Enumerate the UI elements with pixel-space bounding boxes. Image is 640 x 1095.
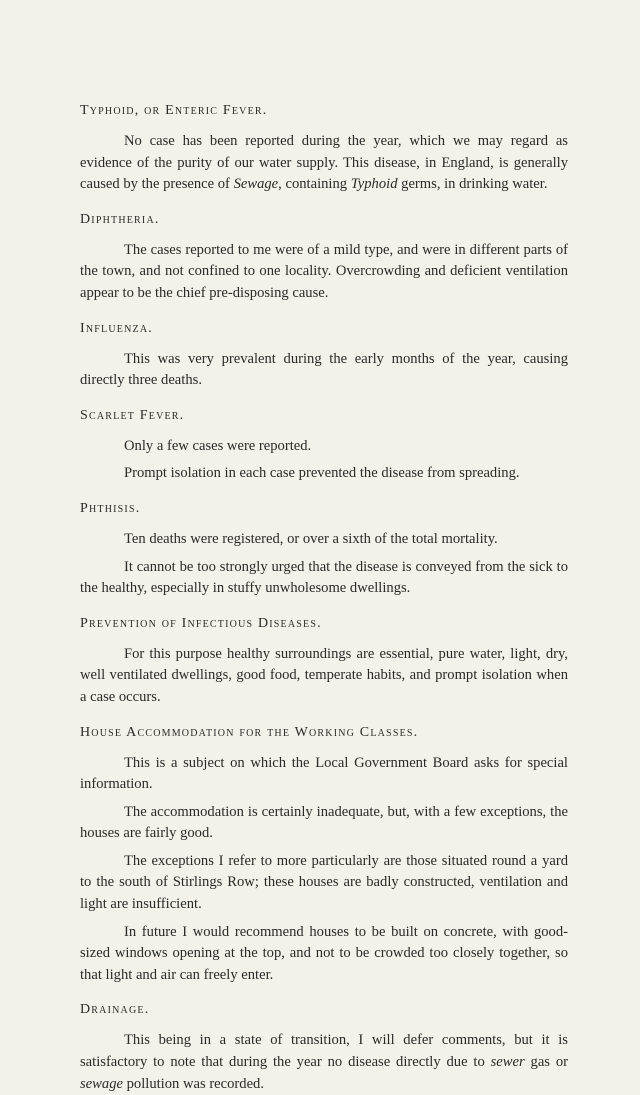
paragraph: For this purpose healthy surroundings are essential, pure water, light, dry, well ventilated dwellings, good food, temperate habits, and prompt isolation when a case occurs. [80, 645, 568, 705]
paragraph: Prompt isolation in each case prevented the disease from spreading. [124, 465, 520, 482]
section-diphtheria [80, 211, 568, 305]
paragraph: This is a subject on which the Local Government Board asks for special information. [80, 754, 568, 793]
section-heading: Scarlet Fever. [80, 407, 185, 423]
paragraph: This was very prevalent during the early months of the year, causing directly three deaths. [80, 350, 568, 389]
section-phthisis [80, 500, 568, 600]
paragraph: This being in a state of transition, I will defer comments, but it is satisfactory to note that during the year no disease directly due to sewer gas or sewage pollution was recorded. [80, 1032, 568, 1092]
italic-term: sewer [490, 1054, 525, 1071]
paragraph: The accommodation is certainly inadequate, but, with a few exceptions, the houses are fairly good. [80, 803, 568, 842]
section-spacer [80, 392, 568, 407]
paragraph: The exceptions I refer to more particularly are those situated round a yard to the south of Stirlings Row; these houses are badly constructed, ventilation and light are insufficient. [80, 852, 568, 913]
italic-term: Sewage [233, 176, 279, 193]
paragraph: In future I would recommend houses to be built on concrete, with good-sized windows opening at the top, and not to be crowded too closely together, so that light and air can freely enter. [80, 923, 568, 983]
section-heading: Drainage. [80, 1002, 150, 1018]
section-spacer [80, 305, 568, 320]
paragraph: Ten deaths were registered, or over a sixth of the total mortality. [124, 530, 498, 547]
paragraph: The cases reported to me were of a mild type, and were in different parts of the town, and not confined to one locality. Overcrowding and deficient ventilation appear to be the chief pre-disposing cause. [80, 241, 568, 301]
section-heading: Diphtheria. [80, 211, 160, 227]
italic-term: sewage [80, 1075, 123, 1092]
section-house-accommodation-for-the-working-classes [80, 724, 568, 987]
paragraph: Only a few cases were reported. [124, 437, 312, 454]
paragraph: It cannot be too strongly urged that the disease is conveyed from the sick to the healthy, especially in stuffy unwholesome dwellings. [80, 558, 568, 597]
section-heading: Influenza. [80, 320, 153, 336]
section-heading: Prevention of Infectious Diseases. [80, 615, 322, 631]
section-heading: Typhoid, or Enteric Fever. [80, 103, 268, 118]
section-spacer [80, 600, 568, 615]
section-spacer [80, 709, 568, 724]
section-spacer [80, 986, 568, 1001]
section-heading: House Accommodation for the Working Classes. [80, 724, 419, 740]
section-scarlet-fever [80, 407, 568, 485]
section-spacer [80, 196, 568, 211]
section-influenza [80, 320, 568, 392]
section-drainage [80, 1001, 568, 1095]
italic-term: Typhoid [350, 176, 398, 193]
section-typhoid-or-enteric-fever [80, 102, 568, 196]
section-spacer [80, 485, 568, 500]
section-prevention-of-infectious-diseases [80, 615, 568, 709]
section-heading: Phthisis. [80, 500, 141, 516]
paragraph: No case has been reported during the year, which we may regard as evidence of the purity of our water supply. This disease, in England, is generally caused by the presence of Sewage, containing Typhoid germs, in drinking water. [80, 133, 568, 193]
